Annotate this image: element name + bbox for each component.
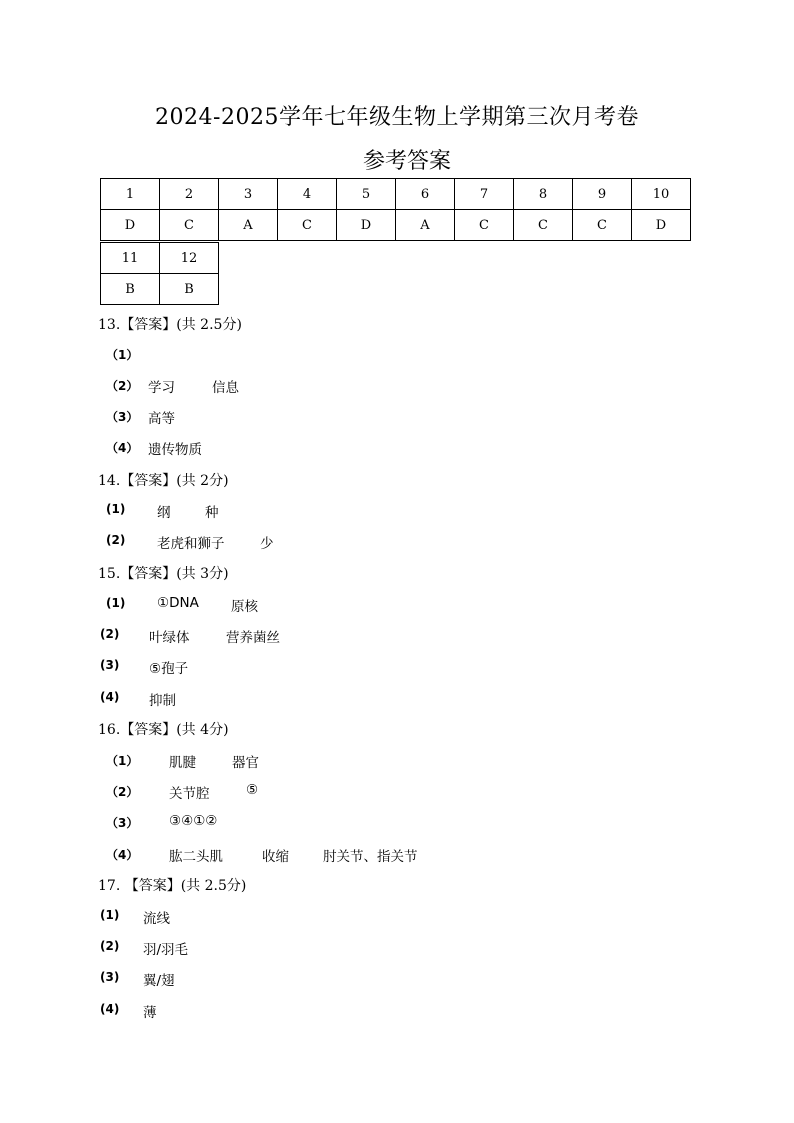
q16-item-4-answer-1: 肱二头肌	[169, 849, 223, 865]
q14-item-1-number: (1)	[106, 502, 126, 516]
q14-item-2-answer-2: 少	[260, 536, 274, 552]
question-14-heading: 14.【答案】(共 2分)	[98, 473, 229, 489]
q15-item-4-answer-1: 抑制	[149, 693, 176, 709]
question-number-row	[101, 179, 691, 210]
answer-letter-cell: D	[337, 210, 396, 241]
answer-letter-cell: C	[455, 210, 514, 241]
q16-item-1-answer-2: 器官	[232, 755, 259, 771]
q13-item-3-number: （3）	[106, 410, 139, 424]
answer-letter-cell: C	[514, 210, 573, 241]
q17-item-2-answer-1: 羽/羽毛	[143, 942, 189, 958]
q15-item-4-number: (4)	[100, 690, 120, 704]
choice-answer-table-2	[100, 242, 219, 305]
q17-item-4-answer-1: 薄	[143, 1005, 157, 1021]
q16-item-1-answer-1: 肌腱	[169, 755, 196, 771]
q17-item-2-number: (2)	[100, 939, 120, 953]
q14-item-2-answer-1: 老虎和狮子	[157, 536, 225, 552]
page-title: 2024-2025学年七年级生物上学期第三次月考卷	[155, 105, 639, 130]
question-number-cell: 2	[160, 179, 219, 210]
page-subtitle: 参考答案	[362, 149, 451, 174]
q14-item-1-answer-2: 种	[205, 505, 219, 521]
question-number-row	[101, 243, 219, 274]
question-number-cell: 1	[101, 179, 160, 210]
q15-item-3-answer-1: ⑤孢子	[149, 661, 189, 677]
question-number-cell: 9	[573, 179, 632, 210]
answer-letter-cell: A	[219, 210, 278, 241]
q16-item-4-answer-2: 收缩	[262, 849, 289, 865]
q17-item-3-number: (3)	[100, 970, 120, 984]
answer-letter-cell: C	[160, 210, 219, 241]
question-number-cell: 7	[455, 179, 514, 210]
q13-item-1-number: （1）	[106, 348, 139, 362]
q15-item-2-answer-2: 营养菌丝	[226, 630, 280, 646]
q16-item-3-answer-1: ③④①②	[169, 813, 218, 829]
q17-item-1-number: (1)	[100, 908, 120, 922]
answer-letter-cell: C	[573, 210, 632, 241]
q16-item-1-number: （1）	[106, 754, 139, 768]
q16-item-4-number: （4）	[106, 848, 139, 862]
answer-letter-cell: C	[278, 210, 337, 241]
question-17-heading: 17. 【答案】(共 2.5分)	[98, 878, 247, 894]
answer-letter-cell: A	[396, 210, 455, 241]
q13-item-2-number: （2）	[106, 379, 139, 393]
q13-item-3-answer-1: 高等	[148, 411, 175, 427]
question-number-cell: 10	[632, 179, 691, 210]
answer-letter-cell: D	[632, 210, 691, 241]
q13-item-2-answer-2: 信息	[212, 380, 239, 396]
q17-item-3-answer-1: 翼/翅	[143, 973, 175, 989]
question-15-heading: 15.【答案】(共 3分)	[98, 566, 229, 582]
choice-answer-table-1	[100, 178, 691, 241]
question-number-cell: 4	[278, 179, 337, 210]
q16-item-2-answer-1: 关节腔	[169, 786, 210, 802]
q17-item-4-number: (4)	[100, 1002, 120, 1016]
q15-item-3-number: (3)	[100, 658, 120, 672]
q17-item-1-answer-1: 流线	[143, 911, 170, 927]
q16-item-3-number: （3）	[106, 816, 139, 830]
q13-item-2-answer-1: 学习	[148, 380, 175, 396]
question-number-cell: 5	[337, 179, 396, 210]
q15-item-2-answer-1: 叶绿体	[149, 630, 190, 646]
q15-item-1-answer-2: 原核	[231, 599, 258, 615]
question-number-cell: 8	[514, 179, 573, 210]
q15-item-1-answer-1: ①DNA	[157, 595, 199, 611]
q16-item-2-answer-2: ⑤	[246, 782, 259, 798]
q15-item-2-number: (2)	[100, 627, 120, 641]
q16-item-2-number: （2）	[106, 785, 139, 799]
question-16-heading: 16.【答案】(共 4分)	[98, 722, 229, 738]
question-number-cell: 6	[396, 179, 455, 210]
answer-letter-cell: B	[160, 274, 219, 305]
answer-letter-cell: D	[101, 210, 160, 241]
q13-item-4-answer-1: 遗传物质	[148, 442, 202, 458]
q14-item-2-number: (2)	[106, 533, 126, 547]
answer-letter-row	[101, 210, 691, 241]
answer-letter-cell: B	[101, 274, 160, 305]
q16-item-4-answer-3: 肘关节、指关节	[323, 849, 418, 865]
q14-item-1-answer-1: 纲	[157, 505, 171, 521]
q13-item-4-number: （4）	[106, 441, 139, 455]
question-number-cell: 3	[219, 179, 278, 210]
answer-letter-row	[101, 274, 219, 305]
question-number-cell: 11	[101, 243, 160, 274]
question-13-heading: 13.【答案】(共 2.5分)	[98, 317, 242, 333]
question-number-cell: 12	[160, 243, 219, 274]
q15-item-1-number: (1)	[106, 596, 126, 610]
